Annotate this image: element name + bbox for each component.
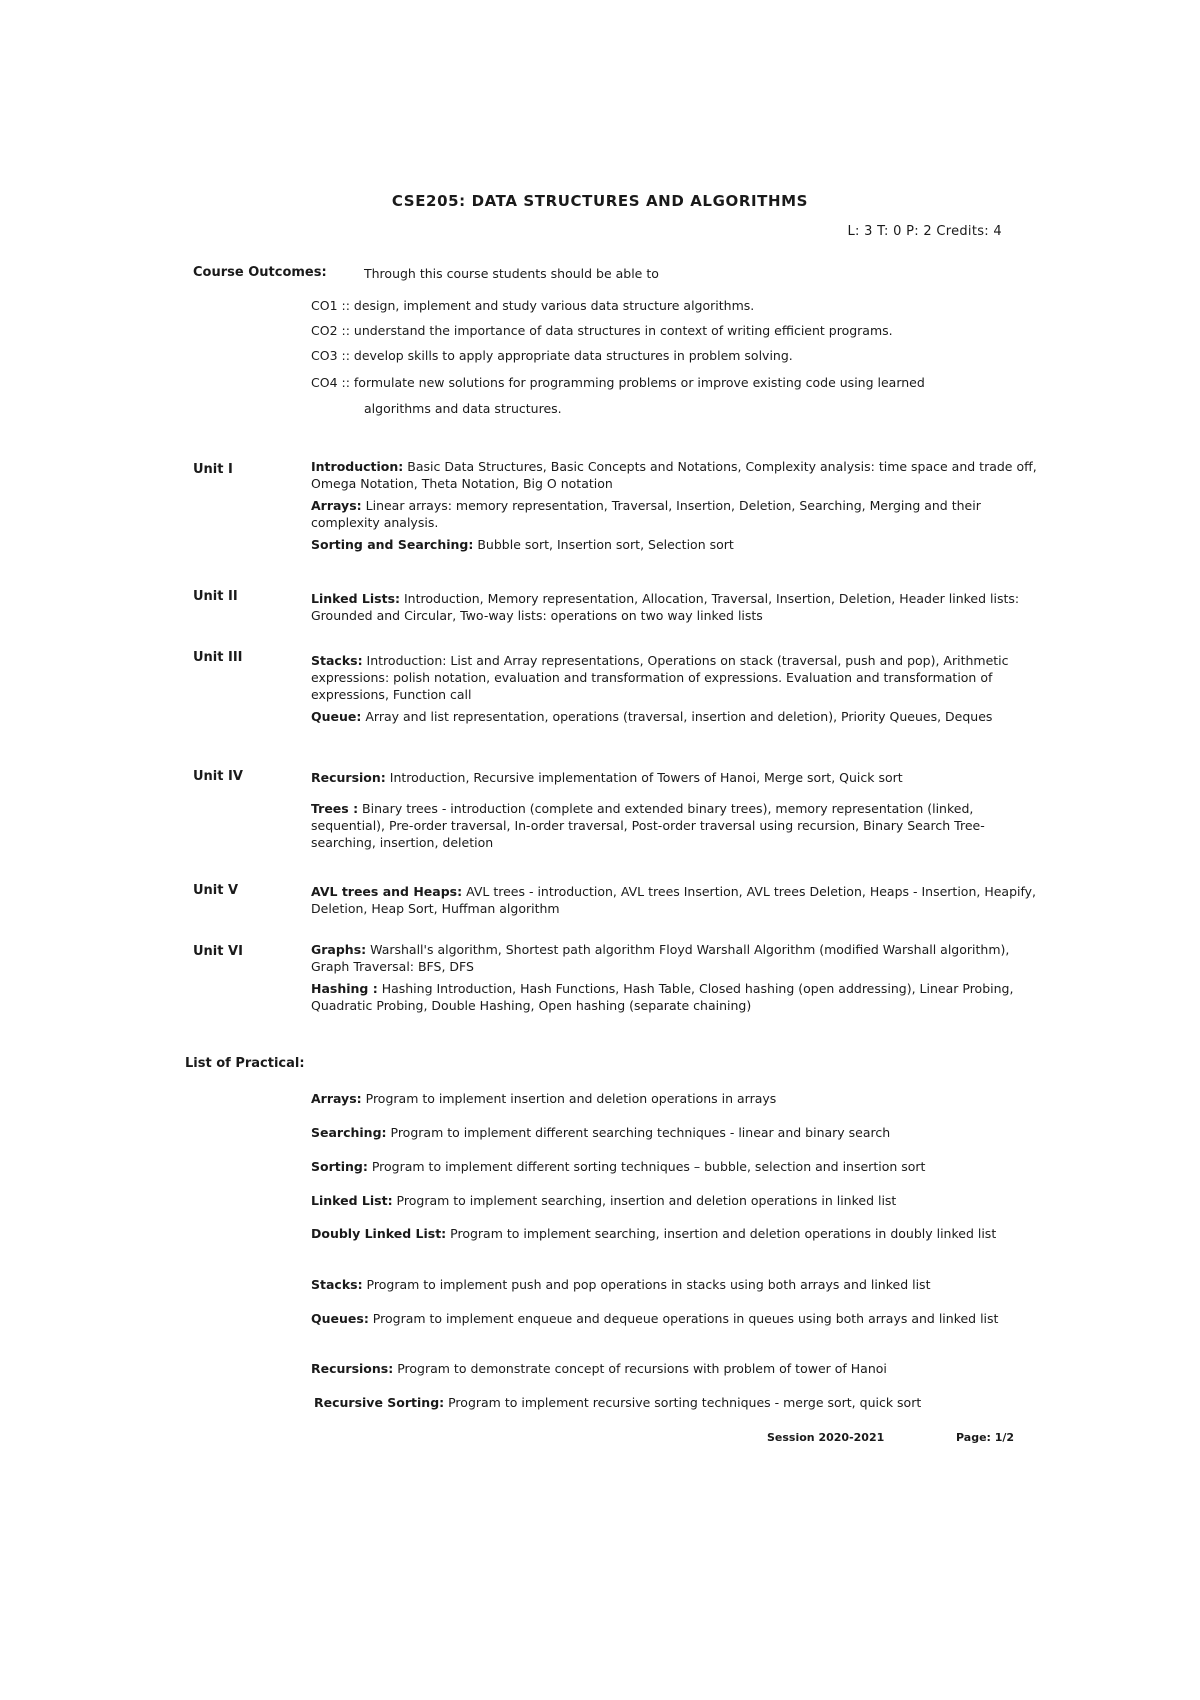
unit-paragraph: Hashing : Hashing Introduction, Hash Functions, Hash Table, Closed hashing (open addressing), Linear Probing, Quadratic Probing, Double Hashing, Open hashing (separate chaining)	[311, 981, 1014, 1013]
unit-label: Unit VI	[193, 944, 243, 959]
unit-paragraph: Trees : Binary trees - introduction (complete and extended binary trees), memory representation (linked, sequential), Pre-order traversal, In-order traversal, Post-order traversal using recursion, Binary Search Tree- searching, insertion, deletion	[311, 801, 985, 850]
outcome-text: design, implement and study various data structure algorithms.	[353, 298, 755, 313]
course-outcomes-label: Course Outcomes:	[193, 265, 327, 280]
outcome-text: formulate new solutions for programming problems or improve existing code using learned	[353, 375, 925, 390]
course-outcome-item	[311, 319, 1041, 343]
unit-label: Unit I	[193, 462, 233, 477]
outcome-text: develop skills to apply appropriate data structures in problem solving.	[353, 348, 793, 363]
unit-paragraph: Graphs: Warshall's algorithm, Shortest path algorithm Floyd Warshall Algorithm (modified Warshall algorithm), Graph Traversal: BFS, DFS	[311, 942, 1010, 974]
unit-label: Unit IV	[193, 769, 243, 784]
unit-label: Unit III	[193, 650, 243, 665]
outcome-text-continued: algorithms and data structures.	[364, 401, 562, 416]
practicals-label: List of Practical:	[185, 1056, 305, 1071]
practical-item: Recursive Sorting: Program to implement recursive sorting techniques - merge sort, quick sort	[314, 1395, 922, 1410]
practical-item: Queues: Program to implement enqueue and dequeue operations in queues using both arrays and linked list	[311, 1311, 999, 1326]
unit-content	[311, 941, 1041, 1019]
course-outcome-item	[311, 344, 1041, 368]
unit-content	[311, 590, 1041, 629]
unit-label: Unit II	[193, 589, 238, 604]
unit-paragraph: Linked Lists: Introduction, Memory representation, Allocation, Traversal, Insertion, Deletion, Header linked lists: Grounded and Circular, Two-way lists: operations on two way linked lists	[311, 591, 1020, 623]
course-title: CSE205: DATA STRUCTURES AND ALGORITHMS	[391, 192, 809, 210]
unit-label: Unit V	[193, 883, 239, 898]
unit-content	[311, 458, 1041, 558]
practical-item: Arrays: Program to implement insertion and deletion operations in arrays	[311, 1091, 777, 1106]
unit-paragraph: Recursion: Introduction, Recursive implementation of Towers of Hanoi, Merge sort, Quick sort	[311, 770, 903, 785]
outcome-id: CO4 ::	[311, 375, 350, 390]
outcome-id: CO2 ::	[311, 323, 350, 338]
unit-paragraph: AVL trees and Heaps: AVL trees - introduction, AVL trees Insertion, AVL trees Deletion, Heaps - Insertion, Heapify, Deletion, Heap Sort, Huffman algorithm	[311, 884, 1037, 916]
unit-paragraph: Arrays: Linear arrays: memory representation, Traversal, Insertion, Deletion, Searching, Merging and their complexity analysis.	[311, 498, 981, 530]
ltp-credits: L: 3 T: 0 P: 2 Credits: 4	[847, 224, 1002, 239]
practical-item: Searching: Program to implement different searching techniques - linear and binary search	[311, 1125, 891, 1140]
practical-item: Recursions: Program to demonstrate concept of recursions with problem of tower of Hanoi	[311, 1361, 887, 1376]
course-outcomes-intro: Through this course students should be able to	[364, 266, 659, 281]
practical-item: Stacks: Program to implement push and pop operations in stacks using both arrays and linked list	[311, 1277, 931, 1292]
practical-item: Linked List: Program to implement searching, insertion and deletion operations in linked list	[311, 1193, 897, 1208]
unit-paragraph: Queue: Array and list representation, operations (traversal, insertion and deletion), Priority Queues, Deques	[311, 709, 993, 724]
unit-content	[311, 883, 1041, 922]
outcome-id: CO1 ::	[311, 298, 350, 313]
outcome-id: CO3 ::	[311, 348, 350, 363]
course-outcome-item	[311, 371, 1041, 395]
unit-paragraph: Stacks: Introduction: List and Array representations, Operations on stack (traversal, push and pop), Arithmetic expressions: polish notation, evaluation and transformation of expressions. Evaluation and transformation of expressions, Function call	[311, 653, 1009, 702]
course-outcome-item	[311, 294, 1041, 318]
unit-paragraph: Introduction: Basic Data Structures, Basic Concepts and Notations, Complexity analysis: time space and trade off, Omega Notation, Theta Notation, Big O notation	[311, 459, 1037, 491]
footer-session: Session 2020-2021	[767, 1431, 885, 1444]
unit-content	[311, 652, 1041, 730]
practical-item: Doubly Linked List: Program to implement searching, insertion and deletion operations in doubly linked list	[311, 1226, 997, 1241]
outcome-text: understand the importance of data structures in context of writing efficient programs.	[353, 323, 893, 338]
practical-item: Sorting: Program to implement different sorting techniques – bubble, selection and insertion sort	[311, 1159, 926, 1174]
footer-page-number: Page: 1/2	[956, 1431, 1015, 1444]
unit-content	[311, 769, 1041, 856]
unit-paragraph: Sorting and Searching: Bubble sort, Insertion sort, Selection sort	[311, 537, 734, 552]
